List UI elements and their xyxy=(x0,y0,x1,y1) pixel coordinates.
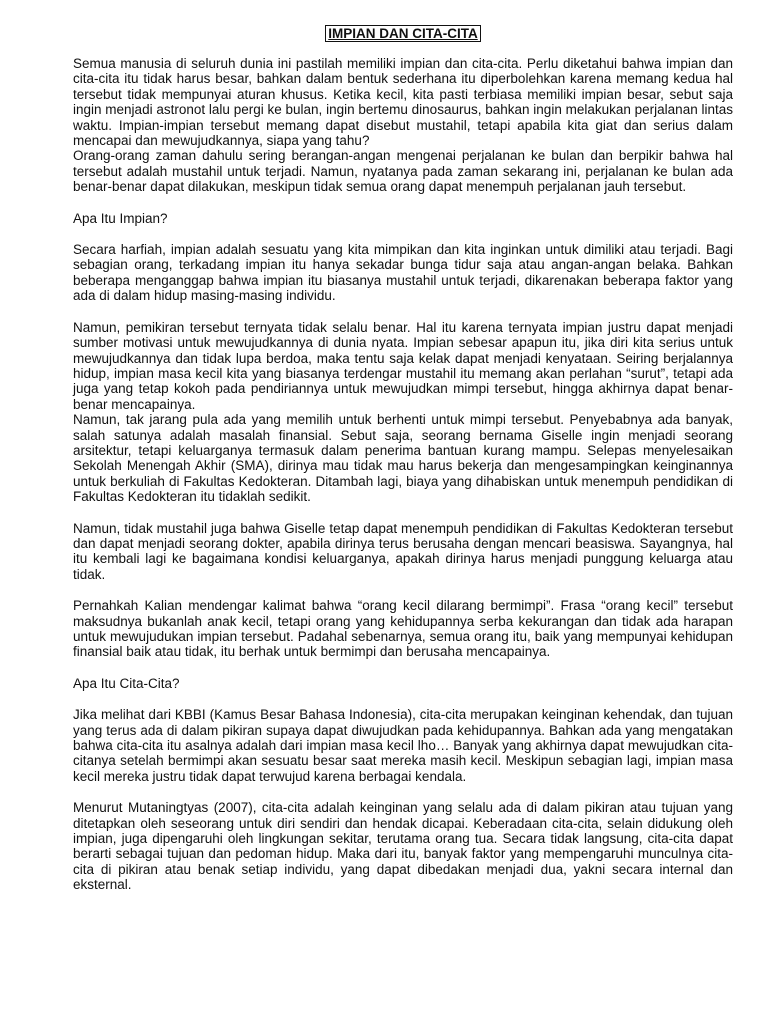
paragraph-intro-1: Semua manusia di seluruh dunia ini pastilah memiliki impian dan cita-cita. Perlu diketahui bahwa impian dan cita-cita itu tidak harus besar, bahkan dalam bentuk sederhana itu diperbolehkan karena memang kedua hal tersebut tidak mempunyai aturan khusus. Ketika kecil, kita pasti terbiasa memiliki impian besar, sebut saja ingin menjadi astronot lalu pergi ke bulan, ingin bertemu dinosaurus, bahkan ingin melakukan perjalanan lintas waktu. Impian-impian tersebut memang dapat disebut mustahil, tetapi apabila kita giat dan serius dalam mencapai dan mewujudkannya, siapa yang tahu? xyxy=(73,56,733,149)
paragraph-cita-cita-2: Menurut Mutaningtyas (2007), cita-cita adalah keinginan yang selalu ada di dalam pikiran atau tujuan yang ditetapkan oleh seseorang untuk diri sendiri dan hendak dicapai. Keberadaan cita-cita, selain didukung oleh impian, juga dipengaruhi oleh lingkungan sekitar, terutama orang tua. Secara tidak langsung, cita-cita dapat berarti sebagai tujuan dan pedoman hidup. Maka dari itu, banyak faktor yang mempengaruhi munculnya cita-cita di pikiran atau benak setiap individu, yang dapat dibedakan menjadi dua, yakni secara internal dan eksternal. xyxy=(73,800,733,893)
paragraph-impian-1: Secara harfiah, impian adalah sesuatu yang kita mimpikan dan kita inginkan untuk dimiliki atau terjadi. Bagi sebagian orang, terkadang impian itu hanya sekadar bunga tidur saja atau angan-angan belaka. Bahkan beberapa menganggap bahwa impian itu biasanya mustahil untuk terjadi, dikarenakan beberapa faktor yang ada di dalam hidup masing-masing individu. xyxy=(73,242,733,304)
paragraph-impian-2: Namun, pemikiran tersebut ternyata tidak selalu benar. Hal itu karena ternyata impian justru dapat menjadi sumber motivasi untuk mewujudkannya di dunia nyata. Impian sebesar apapun itu, jika diri kita serius untuk mewujudkannya dan tidak lupa berdoa, maka tentu saja kelak dapat menjadi kenyataan. Seiring berjalannya hidup, impian masa kecil kita yang biasanya terdengar mustahil itu memang akan perlahan “surut”, tetapi ada juga yang tetap kokoh pada pendiriannya untuk mewujudkan mimpi tersebut, hingga akhirnya dapat benar-benar mencapainya. xyxy=(73,319,733,412)
paragraph-cita-cita-1: Jika melihat dari KBBI (Kamus Besar Bahasa Indonesia), cita-cita merupakan keinginan kehendak, dan tujuan yang terus ada di dalam pikiran supaya dapat diwujudkan pada kehidupannya. Bahkan ada yang mengatakan bahwa cita-cita itu asalnya adalah dari impian masa kecil lho… Banyak yang akhirnya dapat mewujudkan cita-citanya setelah bermimpi akan sesuatu besar saat mereka masih kecil. Meskipun sebagian lagi, impian masa kecil mereka justru tidak dapat terwujud karena berbagai kendala. xyxy=(73,707,733,784)
paragraph-intro-2: Orang-orang zaman dahulu sering berangan-angan mengenai perjalanan ke bulan dan berpikir bahwa hal tersebut adalah mustahil untuk terjadi. Namun, nyatanya pada zaman sekarang ini, perjalanan ke bulan ada benar-benar dapat dilakukan, meskipun tidak semua orang dapat menempuh perjalanan jauh tersebut. xyxy=(73,148,733,195)
paragraph-impian-4: Namun, tidak mustahil juga bahwa Giselle tetap dapat menempuh pendidikan di Fakultas Kedokteran tersebut dan dapat menjadi seorang dokter, apabila dirinya terus berusaha dengan mencari beasiswa. Sayangnya, hal itu kembali lagi ke bagaimana kondisi keluarganya, apakah dirinya harus menjadi punggung keluarga atau tidak. xyxy=(73,520,733,582)
document-title: IMPIAN DAN CITA-CITA xyxy=(73,26,733,42)
paragraph-impian-5: Pernahkah Kalian mendengar kalimat bahwa “orang kecil dilarang bermimpi”. Frasa “orang kecil” tersebut maksudnya bukanlah anak kecil, tetapi orang yang kehidupannya serba kekurangan dan tidak ada harapan untuk mewujudukan impian tersebut. Padahal sebenarnya, semua orang itu, baik yang mempunyai kehidupan finansial baik atau tidak, itu berhak untuk bermimpi dan berusaha mencapainya. xyxy=(73,598,733,660)
paragraph-impian-3: Namun, tak jarang pula ada yang memilih untuk berhenti untuk mimpi tersebut. Penyebabnya ada banyak, salah satunya adalah masalah finansial. Sebut saja, seorang bernama Giselle ingin menjadi seorang arsitektur, tetapi keluarganya termasuk dalam penerima bantuan kurang mampu. Selepas menyelesaikan Sekolah Menengah Akhir (SMA), dirinya mau tidak mau harus bekerja dan mengesampingkan keinginannya untuk berkuliah di Fakultas Kedokteran. Ditambah lagi, biaya yang dihabiskan untuk menempuh pendidikan di Fakultas Kedokteran itu tidaklah sedikit. xyxy=(73,412,733,505)
document-page xyxy=(73,26,733,893)
heading-apa-itu-cita-cita: Apa Itu Cita-Cita? xyxy=(73,675,180,691)
heading-apa-itu-impian: Apa Itu Impian? xyxy=(73,210,168,226)
